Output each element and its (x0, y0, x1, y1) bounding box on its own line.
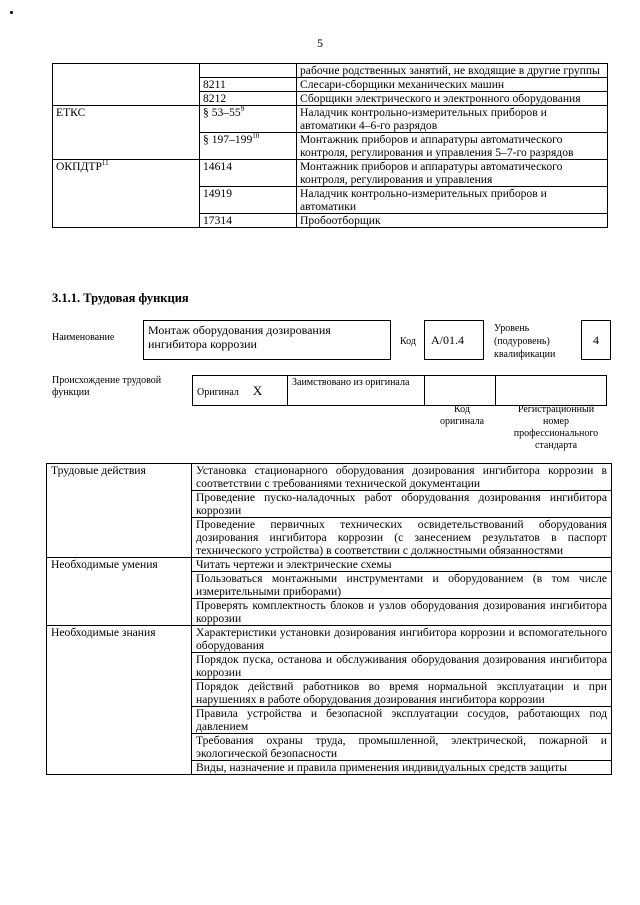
reg-number-caption: Регистрационный номер профессионального стандарта (513, 404, 599, 451)
original-mark: X (252, 382, 263, 398)
table-row (53, 106, 608, 133)
section-title: 3.1.1. Трудовая функция (52, 291, 189, 305)
function-details-table (46, 463, 612, 775)
table-cell: рабочие родственных занятий, не входящие в другие группы (297, 64, 608, 78)
page-number: 5 (317, 36, 323, 50)
knowledge-item: Требования охраны труда, промышленной, электрической, пожарной и экологической безопасности (192, 734, 612, 761)
knowledge-item: Порядок пуска, останова и обслуживания оборудования дозирования ингибитора коррозии (192, 653, 612, 680)
table-cell: 14614 (200, 160, 297, 187)
table-cell: Наладчик контрольно-измерительных приборов и автоматики (297, 187, 608, 214)
table-row (47, 558, 612, 572)
skill-item: Проверять комплектность блоков и узлов оборудования дозирования ингибитора коррозии (192, 599, 612, 626)
function-name-box: Монтаж оборудования дозирования ингибитора коррозии (143, 320, 391, 360)
table-row (47, 626, 612, 653)
table-cell: 8211 (200, 78, 297, 92)
origin-label: Происхождение трудовой функции (52, 375, 162, 398)
function-code-box: А/01.4 (424, 320, 484, 360)
table-cell: Сборщики электрического и электронного оборудования (297, 92, 608, 106)
original-label: Оригинал (197, 386, 239, 398)
reg-number-cell (496, 376, 607, 406)
table-row (193, 376, 607, 406)
table-cell: 17314 (200, 214, 297, 228)
table-row (53, 160, 608, 187)
knowledge-item: Виды, назначение и правила применения индивидуальных средств защиты (192, 761, 612, 775)
table-cell: Наладчик контрольно-измерительных приборов и автоматики 4–6-го разрядов (297, 106, 608, 133)
code-original-cell (425, 376, 496, 406)
knowledge-item: Порядок действий работников во время нормальной эксплуатации и при нарушениях в работе оборудования дозирования ингибитора коррозии (192, 680, 612, 707)
knowledge-item: Характеристики установки дозирования ингибитора коррозии и вспомогательного оборудования (192, 626, 612, 653)
table-cell: Монтажник приборов и аппаратуры автоматического контроля, регулирования и управления (297, 160, 608, 187)
action-item: Проведение пуско-наладочных работ оборудования дозирования ингибитора коррозии (192, 491, 612, 518)
table-cell: § $53-55^9$ (200, 106, 297, 133)
name-label: Наименование (52, 332, 115, 343)
qualification-level-label: Уровень (подуровень) квалификации (494, 323, 556, 360)
origin-table (192, 375, 607, 406)
action-item: Проведение первичных технических освидетельствований оборудования дозирования ингибитора коррозии (с занесением результатов в паспорт технического устройства) в соответствии с должностными обязанностями (192, 518, 612, 558)
table-cell (200, 64, 297, 78)
qualification-level-box: 4 (581, 320, 611, 360)
skill-item: Пользоваться монтажными инструментами и оборудованием (в том числе измерительными приборами) (192, 572, 612, 599)
knowledge-header: Необходимые знания (47, 626, 192, 775)
table-row (53, 64, 608, 78)
scan-dot (10, 11, 13, 14)
code-label: Код (400, 336, 416, 347)
table-cell: 14919 (200, 187, 297, 214)
table-cell-code: ОКПДТР$^{11}$ (53, 160, 200, 228)
original-cell (193, 376, 288, 406)
table-cell: 8212 (200, 92, 297, 106)
actions-header: Трудовые действия (47, 464, 192, 558)
occupations-table (52, 63, 608, 228)
table-cell (53, 64, 200, 106)
code-original-caption: Код оригинала (439, 404, 485, 427)
skill-item: Читать чертежи и электрические схемы (192, 558, 612, 572)
borrowed-cell: Заимствовано из оригинала (288, 376, 425, 406)
action-item: Установка стационарного оборудования дозирования ингибитора коррозии в соответствии с требованиями технической документации (192, 464, 612, 491)
table-row (47, 464, 612, 491)
table-cell-code: ЕТКС (53, 106, 200, 160)
table-cell: Монтажник приборов и аппаратуры автоматического контроля, регулирования и управления 5–7-го разрядов (297, 133, 608, 160)
skills-header: Необходимые умения (47, 558, 192, 626)
table-cell: § $197-199^{10}$ (200, 133, 297, 160)
table-cell: Слесари-сборщики механических машин (297, 78, 608, 92)
table-cell: Пробоотборщик (297, 214, 608, 228)
knowledge-item: Правила устройства и безопасной эксплуатации сосудов, работающих под давлением (192, 707, 612, 734)
